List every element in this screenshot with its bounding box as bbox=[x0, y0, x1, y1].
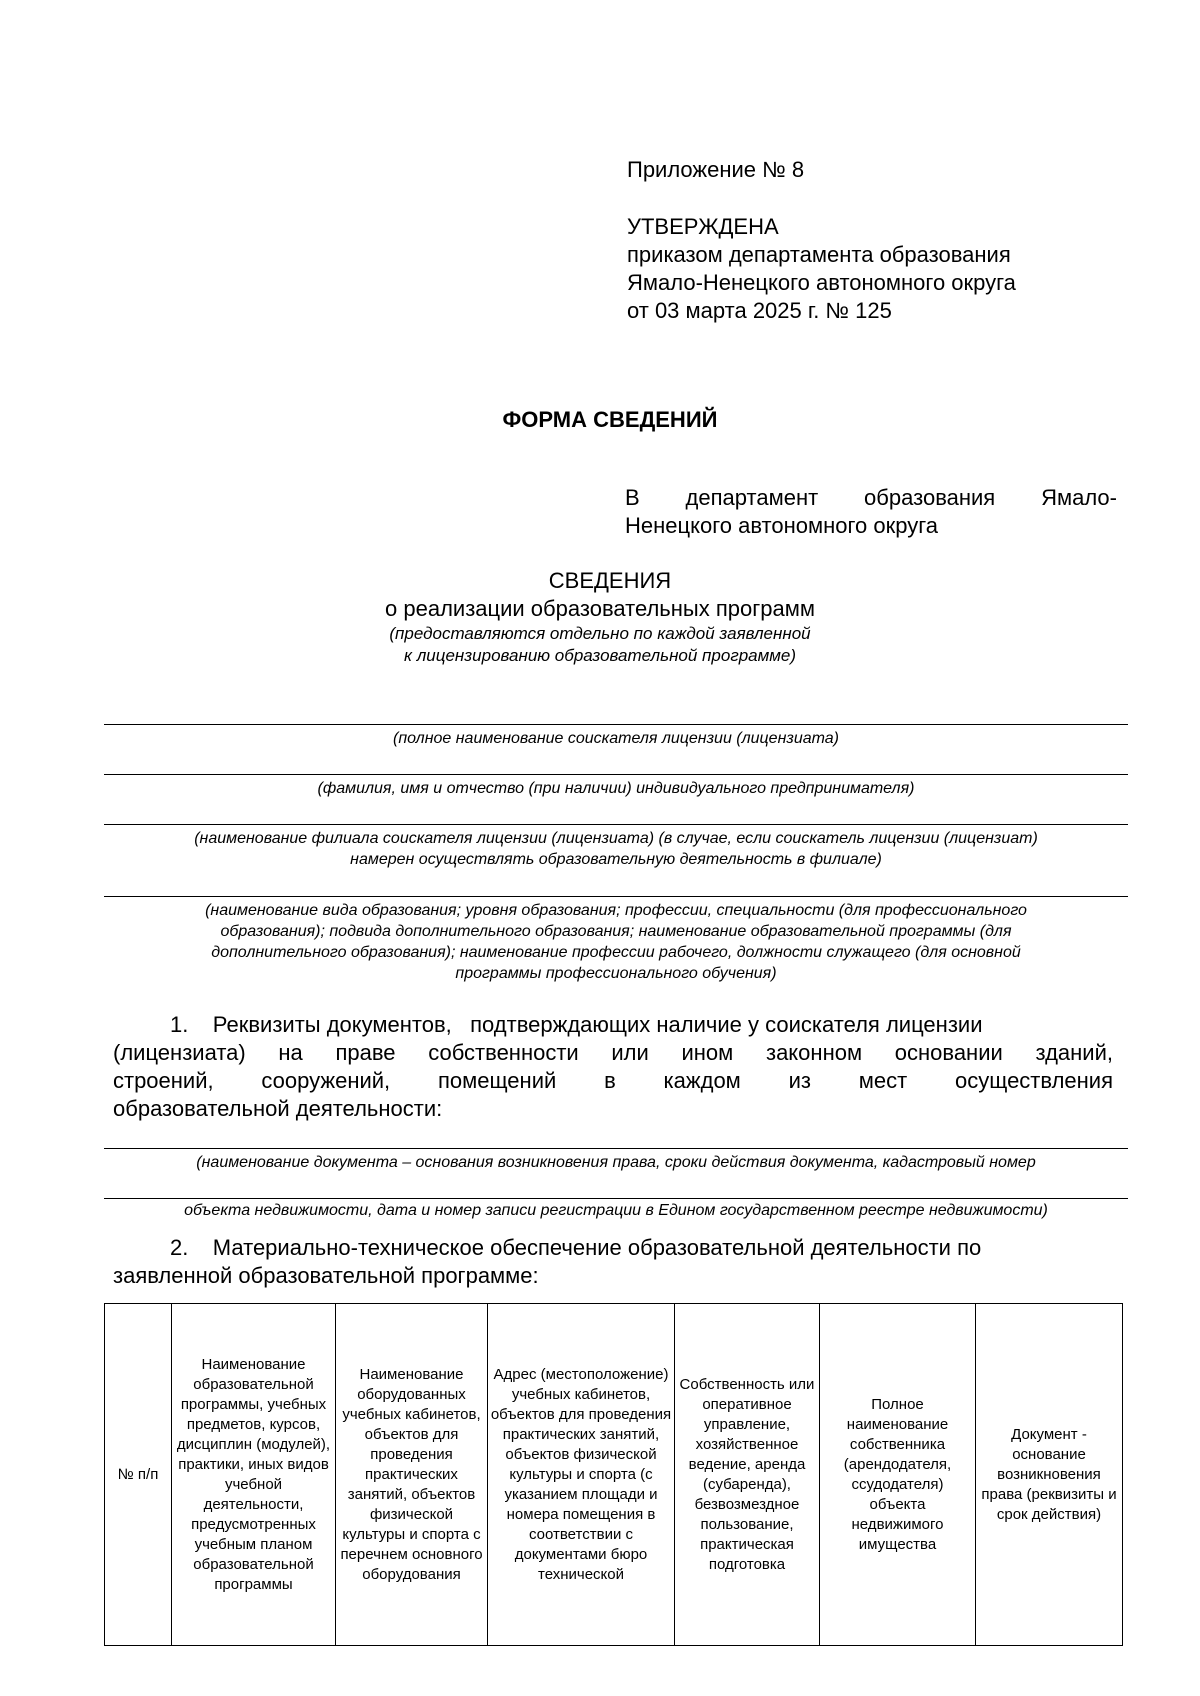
fill-line-branch bbox=[104, 824, 1128, 825]
fill-line-program bbox=[104, 896, 1128, 897]
caption-document: (наименование документа – основания возникновения права, сроки действия документа, кадастровый номер bbox=[196, 1154, 1036, 1171]
heading-subtitle: о реализации образовательных программ bbox=[385, 596, 815, 621]
approval-line: УТВЕРЖДЕНА bbox=[627, 214, 779, 239]
paragraph-line: (лицензиата) на праве собственности или ином законном основании зданий, bbox=[113, 1040, 1113, 1065]
appendix-number: Приложение № 8 bbox=[627, 157, 805, 182]
table-header-cell: № п/п bbox=[105, 1304, 172, 1646]
table-header-cell: Документ - основание возникновения права (реквизиты и срок действия) bbox=[976, 1304, 1123, 1646]
section-1-paragraph bbox=[113, 1011, 1113, 1123]
approval-line: приказом департамента образования bbox=[627, 242, 1011, 267]
table-header-cell: Наименование оборудованных учебных кабинетов, объектов для проведения практических занятий, объектов физической культуры и спорта с перечнем основного оборудования bbox=[336, 1304, 488, 1646]
approval-line: от 03 марта 2025 г. № 125 bbox=[627, 298, 892, 323]
document-heading bbox=[0, 567, 1200, 667]
caption-document-2: объекта недвижимости, дата и номер записи регистрации в Едином государственном реестре недвижимости) bbox=[184, 1202, 1048, 1219]
addressee-block bbox=[625, 484, 1117, 540]
fill-line-entrepreneur bbox=[104, 774, 1128, 775]
paragraph-line: образовательной деятельности: bbox=[113, 1096, 443, 1121]
caption-line: (наименование вида образования; уровня образования; профессии, специальности (для профессионального bbox=[205, 902, 1027, 919]
approval-line: Ямало-Ненецкого автономного округа bbox=[627, 270, 1016, 295]
table-header-row bbox=[105, 1304, 1123, 1646]
heading-note: к лицензированию образовательной программе) bbox=[403, 646, 797, 665]
caption-entrepreneur-name: (фамилия, имя и отчество (при наличии) индивидуального предпринимателя) bbox=[317, 780, 915, 797]
paragraph-line: строений, сооружений, помещений в каждом из мест осуществления bbox=[113, 1068, 1113, 1093]
form-title: ФОРМА СВЕДЕНИЙ bbox=[502, 407, 718, 432]
caption-branch bbox=[104, 828, 1128, 870]
material-support-table bbox=[104, 1303, 1123, 1646]
caption-applicant-name: (полное наименование соискателя лицензии (лицензиата) bbox=[393, 730, 839, 747]
approval-block bbox=[627, 213, 1016, 325]
fill-line-document bbox=[104, 1148, 1128, 1149]
caption-line: намерен осуществлять образовательную деятельность в филиале) bbox=[350, 851, 882, 868]
addressee-line: Ненецкого автономного округа bbox=[625, 513, 939, 538]
table-header-cell: Наименование образовательной программы, учебных предметов, курсов, дисциплин (модулей), практики, иных видов учебной деятельности, предусмотренных учебным планом образовательной программы bbox=[172, 1304, 336, 1646]
fill-line-applicant bbox=[104, 724, 1128, 725]
table-header-cell: Полное наименование собственника (арендодателя, ссудодателя) объекта недвижимого имущества bbox=[820, 1304, 976, 1646]
paragraph-line: 1. Реквизиты документов, подтверждающих наличие у соискателя лицензии bbox=[170, 1012, 983, 1037]
caption-line: образования); подвида дополнительного образования; наименование образовательной программы (для bbox=[220, 923, 1012, 940]
addressee-line: В департамент образования Ямало- bbox=[625, 485, 1117, 510]
paragraph-line: заявленной образовательной программе: bbox=[113, 1263, 539, 1288]
paragraph-line: 2. Материально-техническое обеспечение образовательной деятельности по bbox=[170, 1235, 982, 1260]
caption-line: программы профессионального обучения) bbox=[455, 965, 777, 982]
caption-line: дополнительного образования); наименование профессии рабочего, должности служащего (для основной bbox=[211, 944, 1021, 961]
caption-line: (наименование филиала соискателя лицензии (лицензиата) (в случае, если соискатель лицензии (лицензиат) bbox=[194, 830, 1038, 847]
fill-line-document-2 bbox=[104, 1198, 1128, 1199]
heading-title: СВЕДЕНИЯ bbox=[548, 568, 672, 593]
table-header-cell: Собственность или оперативное управление, хозяйственное ведение, аренда (субаренда), безвозмездное пользование, практическая подготовка bbox=[675, 1304, 820, 1646]
section-2-paragraph bbox=[113, 1234, 1113, 1290]
heading-note: (предоставляются отдельно по каждой заявленной bbox=[389, 624, 811, 643]
table-header-cell: Адрес (местоположение) учебных кабинетов, объектов для проведения практических занятий, объектов физической культуры и спорта (с указанием площади и номера помещения в соответствии с документами бюро технической bbox=[488, 1304, 675, 1646]
caption-program bbox=[104, 900, 1128, 984]
